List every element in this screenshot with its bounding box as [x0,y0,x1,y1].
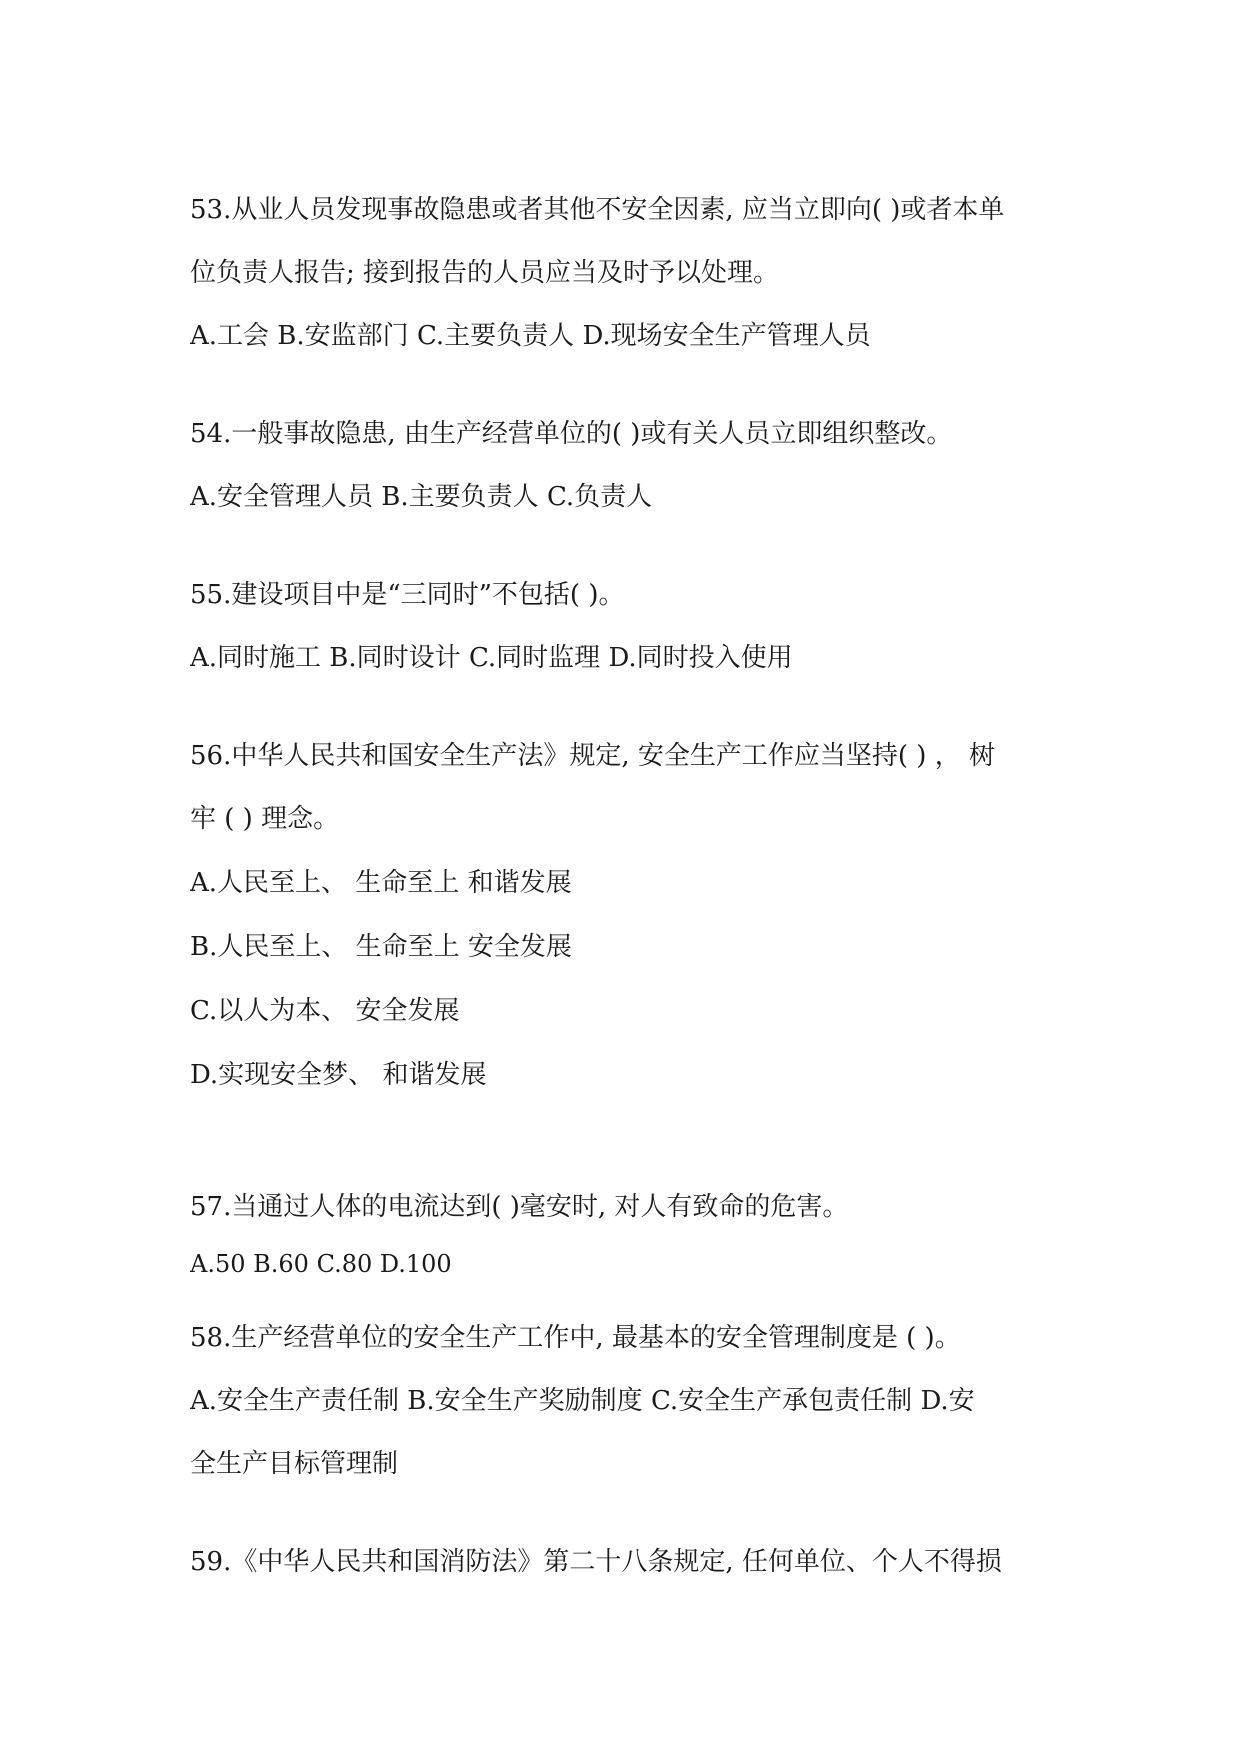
question-57-options: A.50 B.60 C.80 D.100 [190,1250,452,1278]
question-53-text-line-2: 位负责人报告; 接到报告的人员应当及时予以处理。 [190,258,780,288]
question-56-option-b: B.人民至上、 生命至上 安全发展 [190,932,572,962]
question-57-text: 57.当通过人体的电流达到( )毫安时, 对人有致命的危害。 [190,1192,849,1222]
question-59-text: 59.《中华人民共和国消防法》第二十八条规定, 任何单位、个人不得损 [190,1547,1002,1577]
question-53-text-line-1: 53.从业人员发现事故隐患或者其他不安全因素, 应当立即向( )或者本单 [190,195,1005,225]
question-56-text-line-1: 56.中华人民共和国安全生产法》规定, 安全生产工作应当坚持( ) ， 树 [190,741,995,771]
question-56-option-c: C.以人为本、 安全发展 [190,996,460,1026]
question-54-options: A.安全管理人员 B.主要负责人 C.负责人 [190,482,653,512]
question-56-text-line-2: 牢 ( ) 理念。 [190,804,340,834]
question-58-options-line-2: 全生产目标管理制 [190,1449,399,1479]
question-54-text: 54.一般事故隐患, 由生产经营单位的( )或有关人员立即组织整改。 [190,419,953,449]
question-56-option-a: A.人民至上、 生命至上 和谐发展 [190,868,572,898]
question-53-options: A.工会 B.安监部门 C.主要负责人 D.现场安全生产管理人员 [190,321,871,351]
question-56-option-d: D.实现安全梦、 和谐发展 [190,1060,487,1090]
question-55-text: 55.建设项目中是“三同时”不包括( )。 [190,580,625,610]
question-58-text: 58.生产经营单位的安全生产工作中, 最基本的安全管理制度是 ( )。 [190,1323,961,1353]
question-58-options-line-1: A.安全生产责任制 B.安全生产奖励制度 C.安全生产承包责任制 D.安 [190,1386,975,1416]
question-55-options: A.同时施工 B.同时设计 C.同时监理 D.同时投入使用 [190,643,793,673]
